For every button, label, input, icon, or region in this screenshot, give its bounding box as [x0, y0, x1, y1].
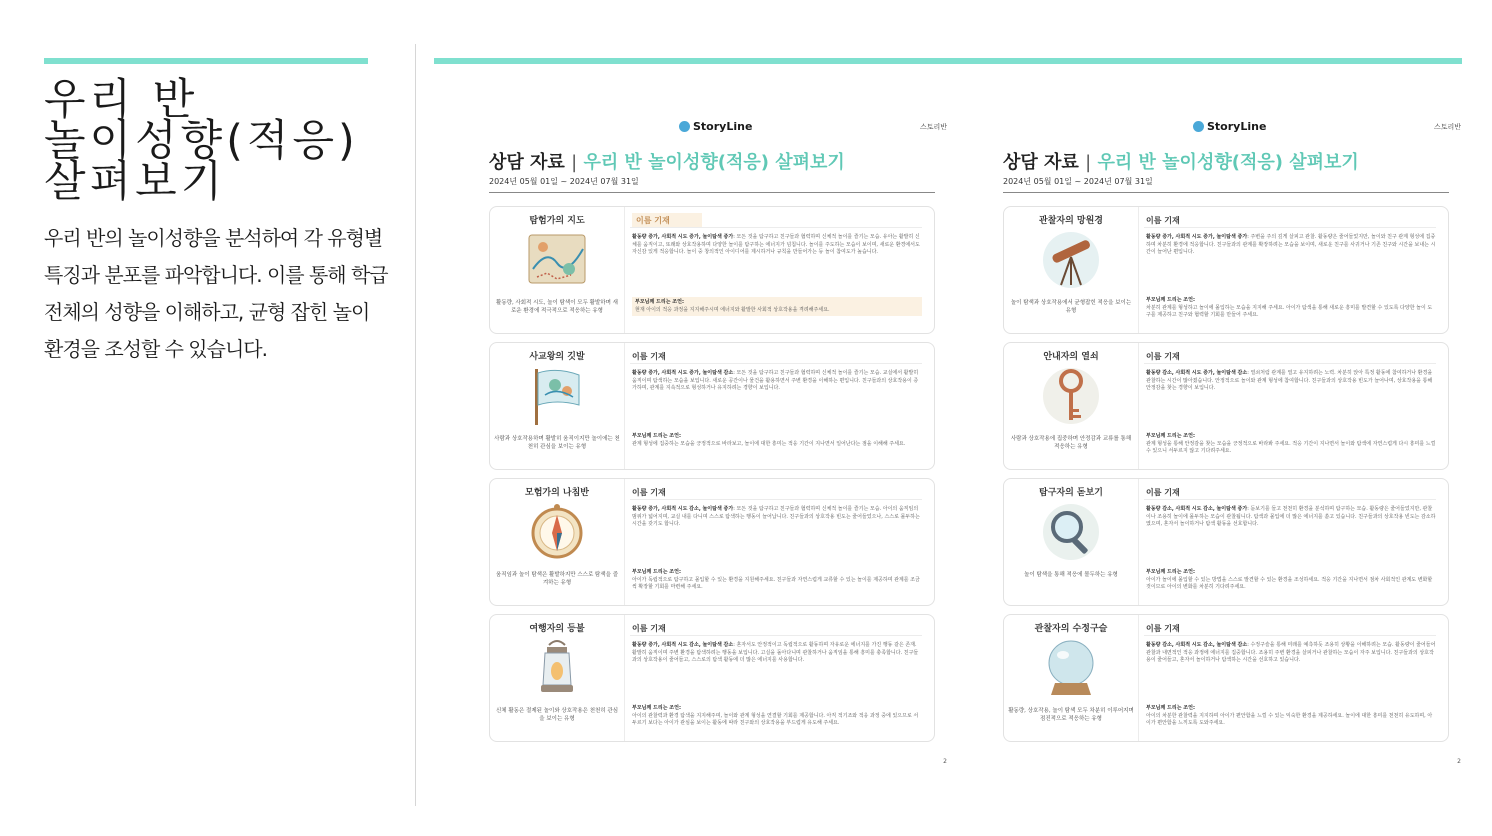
advice-title: 부모님께 드리는 조언:: [1146, 433, 1195, 439]
advice-text: 아이가 독립적으로 탐구하고 몰입할 수 있는 환경을 지원해주세요. 친구들과 자연스럽게 교류할 수 있는 놀이를 제공하며 관계를 조금씩 확장할 기회를 마련해 주세요.: [632, 576, 920, 591]
storyline-logo-icon: [1193, 121, 1204, 132]
type-caption: 놀이 탐색을 통해 적응에 몰두하는 유형: [1024, 572, 1118, 578]
page-header: [1003, 108, 1463, 138]
type-card: [489, 614, 935, 742]
divider: [630, 227, 922, 228]
advice-text: 현재 아이의 적응 과정을 지지해주시며 에너지와 활발한 사회적 상호작용을 격려해주세요.: [635, 306, 830, 313]
behavior-text: [632, 642, 922, 665]
divider: [630, 363, 922, 364]
type-panel: [1004, 479, 1139, 605]
advice-text: 차분히 관계를 형성하고 놀이에 몰입하는 모습을 지지해 주세요. 아이가 탐색을 통해 새로운 흥미를 발견할 수 있도록 다양한 놀이 도구를 제공하고 친구와 협력할 기회를 만들어 주세요.: [1146, 304, 1433, 319]
name-field-label: 이름 기재: [632, 488, 666, 497]
type-caption: 활동량, 상호작용, 놀이 탐색 모두 차분히 이루어지며 점진적으로 적응하는 유형: [1008, 708, 1134, 722]
behavior-body: : 모든 것을 탐구하고 친구들과 협력하며 신체적 놀이를 즐기는 모습. 교실에서 활발히 움직이며 탐색하는 모습을 보입니다. 새로운 공간이나 물건을 활용하면서 주변 환경을 이해하는 편입니다. 친구들과의 상호작용이 증가하며, 관계를 지속적으로 형성하거나 유지하려는 경향이 보입니다.: [632, 370, 919, 392]
type-name: 모험가의 나침반: [525, 488, 589, 498]
type-card: [489, 206, 935, 334]
advice-title: 부모님께 드리는 조언:: [1146, 297, 1195, 303]
lantern-icon: [527, 637, 587, 699]
name-field-label: 이름 기재: [632, 624, 666, 633]
title-separator: |: [571, 152, 578, 173]
flag-icon: [527, 365, 587, 427]
behavior-body: : 혼자서도 안정적이고 독립적으로 활동하며 자유로운 에너지를 가진 행동 같은 존재. 활발히 움직이며 주변 환경을 탐색하려는 행동을 보입니다. 고실을 돌아다니며 관찰하거나 움직임을 통해 흥미를 충족합니다. 친구들과의 상호작용이 줄어들고, 스스로의 탐색 활동에 더 많은 에너지를 사용합니다.: [632, 642, 919, 664]
behavior-heading: 활동량 증가, 사회적 시도 감소, 놀이탐색 감소: [632, 642, 734, 648]
logo-text: StoryLine: [1207, 120, 1267, 133]
title-line: 우리 반: [44, 75, 199, 125]
storyline-logo-icon: [679, 121, 690, 132]
page-title: [1003, 148, 1359, 174]
type-caption: 활동량, 사회적 시도, 놀이 탐색이 모두 활발하며 새로운 환경에 적극적으로 적응하는 유형: [496, 300, 618, 314]
type-caption: 놀이 탐색과 상호작용에서 균형잡힌 적응을 보이는 유형: [1010, 300, 1132, 314]
name-field-label: 이름 기재: [1146, 216, 1180, 225]
advice-title: 부모님께 드리는 조언:: [632, 705, 681, 711]
document-page-1: [489, 108, 949, 774]
title-rule: [489, 192, 935, 193]
crystal-ball-icon: [1041, 637, 1101, 699]
advice-box: [1146, 297, 1436, 320]
title-prefix: 상담 자료: [1003, 152, 1079, 173]
type-details: [1144, 479, 1442, 605]
behavior-heading: 활동량 감소, 사회적 시도 감소, 놀이탐색 증가: [1146, 506, 1248, 512]
type-panel: [1004, 343, 1139, 469]
type-card: [1003, 614, 1449, 742]
type-card: [489, 478, 935, 606]
page-number: 2: [943, 758, 947, 765]
type-details: [1144, 343, 1442, 469]
name-field-label: 이름 기재: [1146, 352, 1180, 361]
type-details: [630, 343, 928, 469]
advice-text: 아이의 차분한 관찰력을 지지하며 아이가 편안함을 느낄 수 있는 익숙한 환경을 제공하세요. 놀이에 대한 흥미를 천천히 유도하며, 아이가 편안함을 느끼도록 도와주세요.: [1146, 712, 1433, 727]
type-name: 여행자의 등불: [529, 624, 585, 634]
advice-text: 아이의 관찰력과 환경 탐색을 지지해주며, 놀이와 관계 형성을 연결할 기회를 제공합니다. 아직 적기조와 적응 과정 중에 있으므로 서두르기 보다는 아이가 관심을 보이는 활동에 따라 친구와의 상호작용을 부드럽게 유도해 주세요.: [632, 712, 919, 727]
type-caption: 사람과 상호작용에 집중하며 안정감과 교류를 통해 적응하는 유형: [1010, 436, 1132, 450]
behavior-body: : 수정구슬을 통해 미래를 예측하듯 조용히 상황을 이해하려는 모습. 활동량이 줄어들어 관찰과 내면적인 적응 과정에 에너지를 집중합니다. 조용히 주변 환경을 살피거나 관찰하는 모습이 자주 보입니다. 친구들과의 상호작용이 줄어들고, 혼자서 놀이하거나 탐색하는 시간을 선호하고 있습니다.: [1146, 642, 1436, 664]
type-details: [630, 479, 928, 605]
behavior-body: : 모든 것을 탐구하고 친구들과 협력하며 신체적 놀이를 즐기는 모습. 유아는 활발히 신체를 움직이고, 또래와 상호작용하며 다양한 놀이를 탐구하는 에너지가 넘칩니다. 놀이를 주도하는 모습이 보이며, 새로운 환경에서도 자신감 있게 적응합니다. 놀이 중 창의적인 아이디어를 제시하거나 규칙을 만들어가는 등 놀이 참여도가 높습니다.: [632, 234, 920, 256]
advice-title: 부모님께 드리는 조언:: [635, 299, 684, 305]
type-card: [1003, 206, 1449, 334]
key-icon: [1041, 365, 1101, 427]
date-range: 2024년 05월 01일 ~ 2024년 07월 31일: [489, 177, 639, 186]
divider: [1144, 227, 1436, 228]
title-rule: [1003, 192, 1449, 193]
vertical-divider: [415, 44, 416, 806]
title-main: 우리 반 놀이성향(적응) 살펴보기: [583, 152, 845, 173]
behavior-heading: 활동량 감소, 사회적 시도 감소, 놀이탐색 감소: [1146, 642, 1248, 648]
class-label: 스토리반: [1433, 123, 1461, 131]
description-line: 전체의 성향을 이해하고, 균형 잡힌 놀이: [44, 300, 370, 324]
divider: [1144, 363, 1436, 364]
advice-box: [632, 297, 922, 316]
type-name: 사교왕의 깃발: [529, 352, 585, 362]
magnifier-icon: [1041, 501, 1101, 563]
behavior-text: [1146, 642, 1436, 665]
behavior-heading: 활동량 증가, 사회적 시도 증가, 놀이탐색 증가: [1146, 234, 1248, 240]
behavior-body: : 돋보기를 들고 천천히 환경을 분석하며 탐구하는 모습. 활동량은 줄어들었지만, 관찰이나 조용히 놀이에 몰두하는 모습이 관찰됩니다. 탐색과 몰입에 더 많은 에너지를 쏟고 있습니다. 친구들과의 상호작용 빈도는 감소하였으며, 혼자서 놀이하거나 탐색 활동을 선호합니다.: [1146, 506, 1436, 528]
behavior-body: : 주변을 주의 깊게 살피고 관찰. 활동량은 줄어들었지만, 놀이와 친구 관계 형성에 집중하며 차분히 환경에 적응합니다. 친구들과의 관계를 확장하려는 모습을 보이며, 새로운 친구를 사귀거나 기존 친구와 시간을 보내는 시간이 늘어난 편입니다.: [1146, 234, 1436, 256]
behavior-heading: 활동량 증가, 사회적 시도 증가, 놀이탐색 감소: [632, 370, 734, 376]
advice-box: [1146, 433, 1436, 456]
storyline-logo: [679, 120, 752, 133]
type-name: 관찰자의 수정구슬: [1034, 624, 1108, 634]
telescope-icon: [1041, 229, 1101, 291]
description-line: 우리 반의 놀이성향을 분석하여 각 유형별: [44, 226, 383, 250]
type-name: 탐험가의 지도: [529, 216, 585, 226]
name-field-label: 이름 기재: [1146, 624, 1180, 633]
type-name: 관찰자의 망원경: [1039, 216, 1103, 226]
type-card: [1003, 478, 1449, 606]
type-panel: [490, 343, 625, 469]
type-details: [630, 615, 928, 741]
title-separator: |: [1085, 152, 1092, 173]
advice-text: 아이가 놀이에 몰입할 수 있는 방법을 스스로 발견할 수 있는 환경을 조성하세요. 적응 기간을 지나면서 점차 사회적인 관계도 변화할 것이므로 아이의 변화를 차분히 기다려주세요.: [1146, 576, 1433, 591]
behavior-text: [632, 370, 922, 393]
name-field-label: 이름 기재: [1146, 488, 1180, 497]
type-panel: [490, 479, 625, 605]
compass-icon: [527, 501, 587, 563]
type-name: 안내자의 열쇠: [1043, 352, 1099, 362]
document-page-2: [1003, 108, 1463, 774]
behavior-text: [632, 234, 922, 257]
behavior-heading: 활동량 증가, 사회적 시도 감소, 놀이탐색 증가: [632, 506, 734, 512]
title-main: 우리 반 놀이성향(적응) 살펴보기: [1097, 152, 1359, 173]
advice-title: 부모님께 드리는 조언:: [632, 569, 681, 575]
behavior-body: : 모든 것을 탐구하고 친구들과 협력하며 신체적 놀이를 즐기는 모습. 아이의 움직임의 범위가 넓어지며, 교실 내를 다니며 스스로 탐색하는 행동이 늘어납니다. 친구들과의 상호작용 빈도는 줄어들었으나, 스스로 몰두하는 시간을 갖기도 합니다.: [632, 506, 920, 528]
page-header: [489, 108, 949, 138]
advice-title: 부모님께 드리는 조언:: [1146, 705, 1195, 711]
type-details: [1144, 207, 1442, 333]
date-range: 2024년 05월 01일 ~ 2024년 07월 31일: [1003, 177, 1153, 186]
type-card: [489, 342, 935, 470]
behavior-text: [1146, 506, 1436, 529]
title-line: 놀이성향(적응): [44, 116, 359, 166]
type-card: [1003, 342, 1449, 470]
advice-title: 부모님께 드리는 조언:: [1146, 569, 1195, 575]
left-accent-bar: [44, 58, 368, 64]
slide-description: [44, 220, 394, 368]
advice-box: [632, 569, 922, 592]
type-panel: [490, 207, 625, 333]
title-line: 살펴보기: [44, 157, 227, 207]
advice-box: [1146, 569, 1436, 592]
type-caption: 움직임과 놀이 탐색은 활발하지만 스스로 탐색을 즐겨하는 유형: [495, 572, 619, 586]
type-caption: 신체 활동은 절제된 놀이와 상호작용은 천천히 관심을 보이는 유형: [495, 708, 619, 722]
name-field-label: 이름 기재: [632, 213, 702, 228]
type-panel: [1004, 615, 1139, 741]
right-accent-bar: [434, 58, 1462, 64]
page-number: 2: [1457, 758, 1461, 765]
behavior-body: : 열쇠처럼 관계를 열고 유지하려는 노력. 차분히 앉아 특정 활동에 참여하거나 환경을 관찰하는 시간이 많아졌습니다. 안정적으로 놀이와 관계 형성에 참여합니다. 친구들과의 상호작용 빈도가 늘어나며, 상호작용을 통해 안정감을 찾는 경향이 보입니다.: [1146, 370, 1433, 392]
type-panel: [1004, 207, 1139, 333]
page-title: [489, 148, 845, 174]
advice-box: [632, 433, 922, 448]
behavior-text: [1146, 234, 1436, 257]
slide-title: [44, 75, 384, 207]
advice-text: 관계 형성에 집중하는 모습을 긍정적으로 바라보고, 놀이에 대한 흥미는 적응 기간이 지나면서 일어난다는 점을 이해해 주세요.: [632, 440, 906, 447]
behavior-heading: 활동량 증가, 사회적 시도 증가, 놀이탐색 증가: [632, 234, 734, 240]
advice-text: 관계 형성을 통해 안정감을 찾는 모습을 긍정적으로 바라봐 주세요. 적응 기간이 지나면서 놀이와 탐색에 자연스럽게 다시 흥미를 느낄 수 있으니 서두르지 않고 기다려주세요.: [1146, 440, 1436, 455]
advice-box: [1146, 705, 1436, 728]
divider: [630, 635, 922, 636]
type-panel: [490, 615, 625, 741]
behavior-text: [1146, 370, 1436, 393]
storyline-logo: [1193, 120, 1266, 133]
description-line: 환경을 조성할 수 있습니다.: [44, 337, 267, 361]
behavior-text: [632, 506, 922, 529]
type-caption: 사람과 상호작용하며 활발히 움직이지만 놀이에는 천천히 관심을 보이는 유형: [494, 436, 620, 450]
behavior-heading: 활동량 감소, 사회적 시도 증가, 놀이탐색 감소: [1146, 370, 1248, 376]
type-name: 탐구자의 돋보기: [1039, 488, 1103, 498]
class-label: 스토리반: [919, 123, 947, 131]
title-prefix: 상담 자료: [489, 152, 565, 173]
advice-box: [632, 705, 922, 728]
map-icon: [527, 229, 587, 291]
divider: [630, 499, 922, 500]
advice-title: 부모님께 드리는 조언:: [632, 433, 681, 439]
type-details: [630, 207, 928, 333]
divider: [1144, 499, 1436, 500]
type-details: [1144, 615, 1442, 741]
description-line: 특징과 분포를 파악합니다. 이를 통해 학급: [44, 263, 388, 287]
name-field-label: 이름 기재: [632, 352, 666, 361]
divider: [1144, 635, 1436, 636]
logo-text: StoryLine: [693, 120, 753, 133]
